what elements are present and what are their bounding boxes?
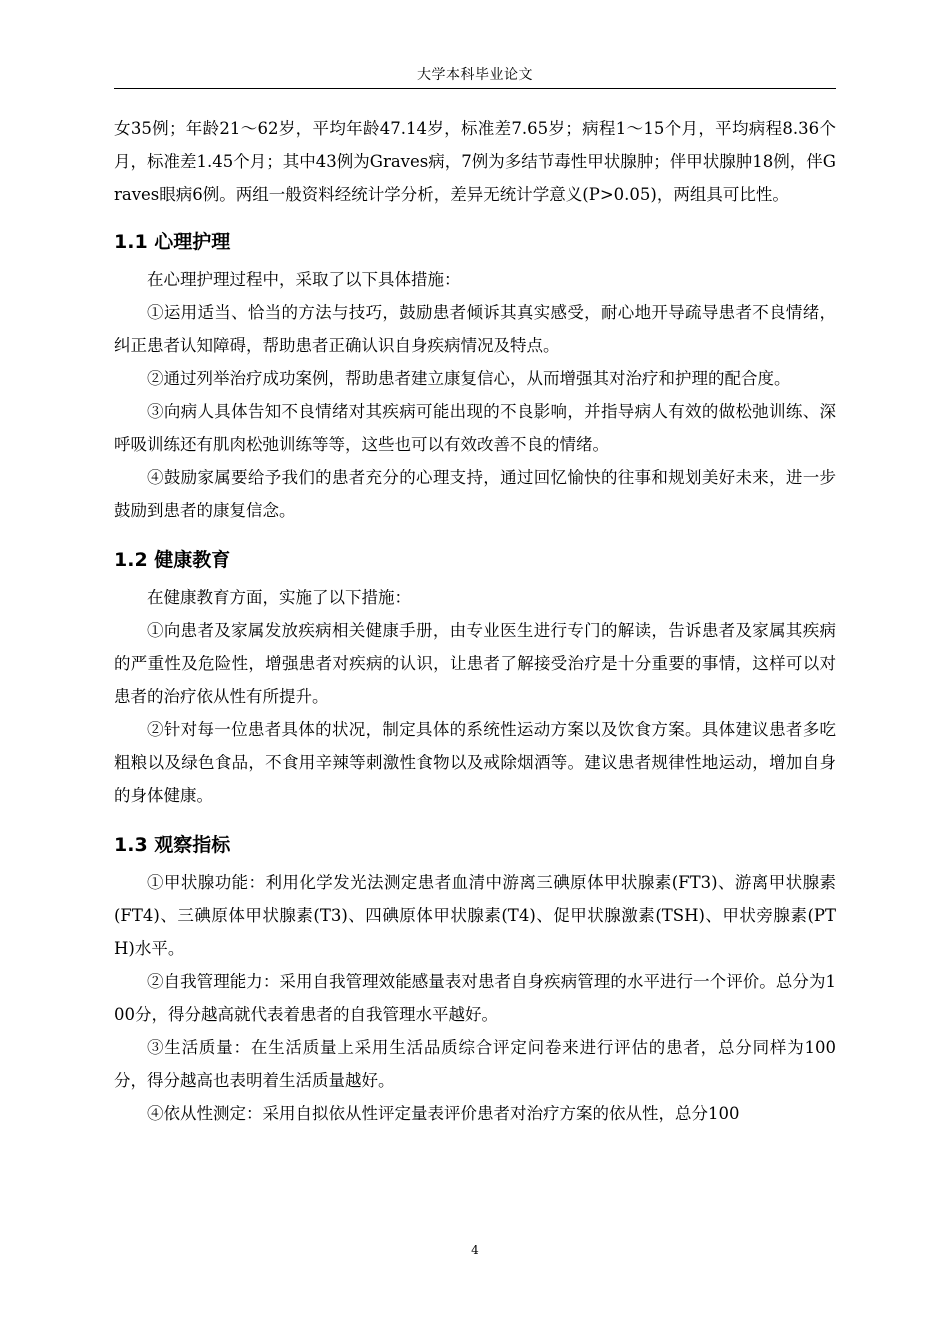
section-paragraph: ④依从性测定：采用自拟依从性评定量表评价患者对治疗方案的依从性，总分100 xyxy=(147,1104,740,1123)
intro-paragraph: 女35例；年龄21～62岁，平均年龄47.14岁，标准差7.65岁；病程1～15个月，平均病程8.36个月，标准差1.45个月；其中43例为Graves病，7例为多结节毒性甲状腺肿；伴甲状腺肿18例，伴Graves眼病6例。两组一般资料经统计学分析，差异无统计学意义(P>0.05)，两组具可比性。 xyxy=(114,119,836,204)
section-paragraph: ③向病人具体告知不良情绪对其疾病可能出现的不良影响，并指导病人有效的做松弛训练、深呼吸训练还有肌肉松弛训练等等，这些也可以有效改善不良的情绪。 xyxy=(114,402,836,454)
section-paragraph: ②通过列举治疗成功案例，帮助患者建立康复信心，从而增强其对治疗和护理的配合度。 xyxy=(147,369,791,388)
section-paragraph: ②针对每一位患者具体的状况，制定具体的系统性运动方案以及饮食方案。具体建议患者多吃粗粮以及绿色食品，不食用辛辣等刺激性食物以及戒除烟酒等。建议患者规律性地运动，增加自身的身体健康。 xyxy=(114,720,836,805)
section-paragraph: ①甲状腺功能：利用化学发光法测定患者血清中游离三碘原体甲状腺素(FT3)、游离甲状腺素(FT4)、三碘原体甲状腺素(T3)、四碘原体甲状腺素(T4)、促甲状腺激素(TSH)、甲状旁腺素(PTH)水平。 xyxy=(114,873,836,958)
section-paragraph: ①向患者及家属发放疾病相关健康手册，由专业医生进行专门的解读，告诉患者及家属其疾病的严重性及危险性，增强患者对疾病的认识，让患者了解接受治疗是十分重要的事情，这样可以对患者的治疗依从性有所提升。 xyxy=(114,621,836,706)
section-paragraph: 在心理护理过程中，采取了以下具体措施： xyxy=(147,270,461,289)
section-paragraph: 在健康教育方面，实施了以下措施： xyxy=(147,588,411,607)
document-body xyxy=(114,112,836,1130)
section-heading-health-education: 1.2 健康教育 xyxy=(114,549,231,571)
section-paragraph: ②自我管理能力：采用自我管理效能感量表对患者自身疾病管理的水平进行一个评价。总分为100分，得分越高就代表着患者的自我管理水平越好。 xyxy=(114,972,836,1024)
page-number: 4 xyxy=(471,1243,479,1257)
section-heading-observation-indicators: 1.3 观察指标 xyxy=(114,834,231,856)
section-heading-psychological-care: 1.1 心理护理 xyxy=(114,231,231,253)
section-paragraph: ①运用适当、恰当的方法与技巧，鼓励患者倾诉其真实感受，耐心地开导疏导患者不良情绪，纠正患者认知障碍，帮助患者正确认识自身疾病情况及特点。 xyxy=(114,303,836,355)
section-paragraph: ④鼓励家属要给予我们的患者充分的心理支持，通过回忆愉快的往事和规划美好未来，进一步鼓励到患者的康复信念。 xyxy=(114,468,836,520)
running-header: 大学本科毕业论文 xyxy=(417,67,533,83)
section-paragraph: ③生活质量：在生活质量上采用生活品质综合评定问卷来进行评估的患者，总分同样为100分，得分越高也表明着生活质量越好。 xyxy=(114,1038,836,1090)
header-divider xyxy=(114,88,836,89)
